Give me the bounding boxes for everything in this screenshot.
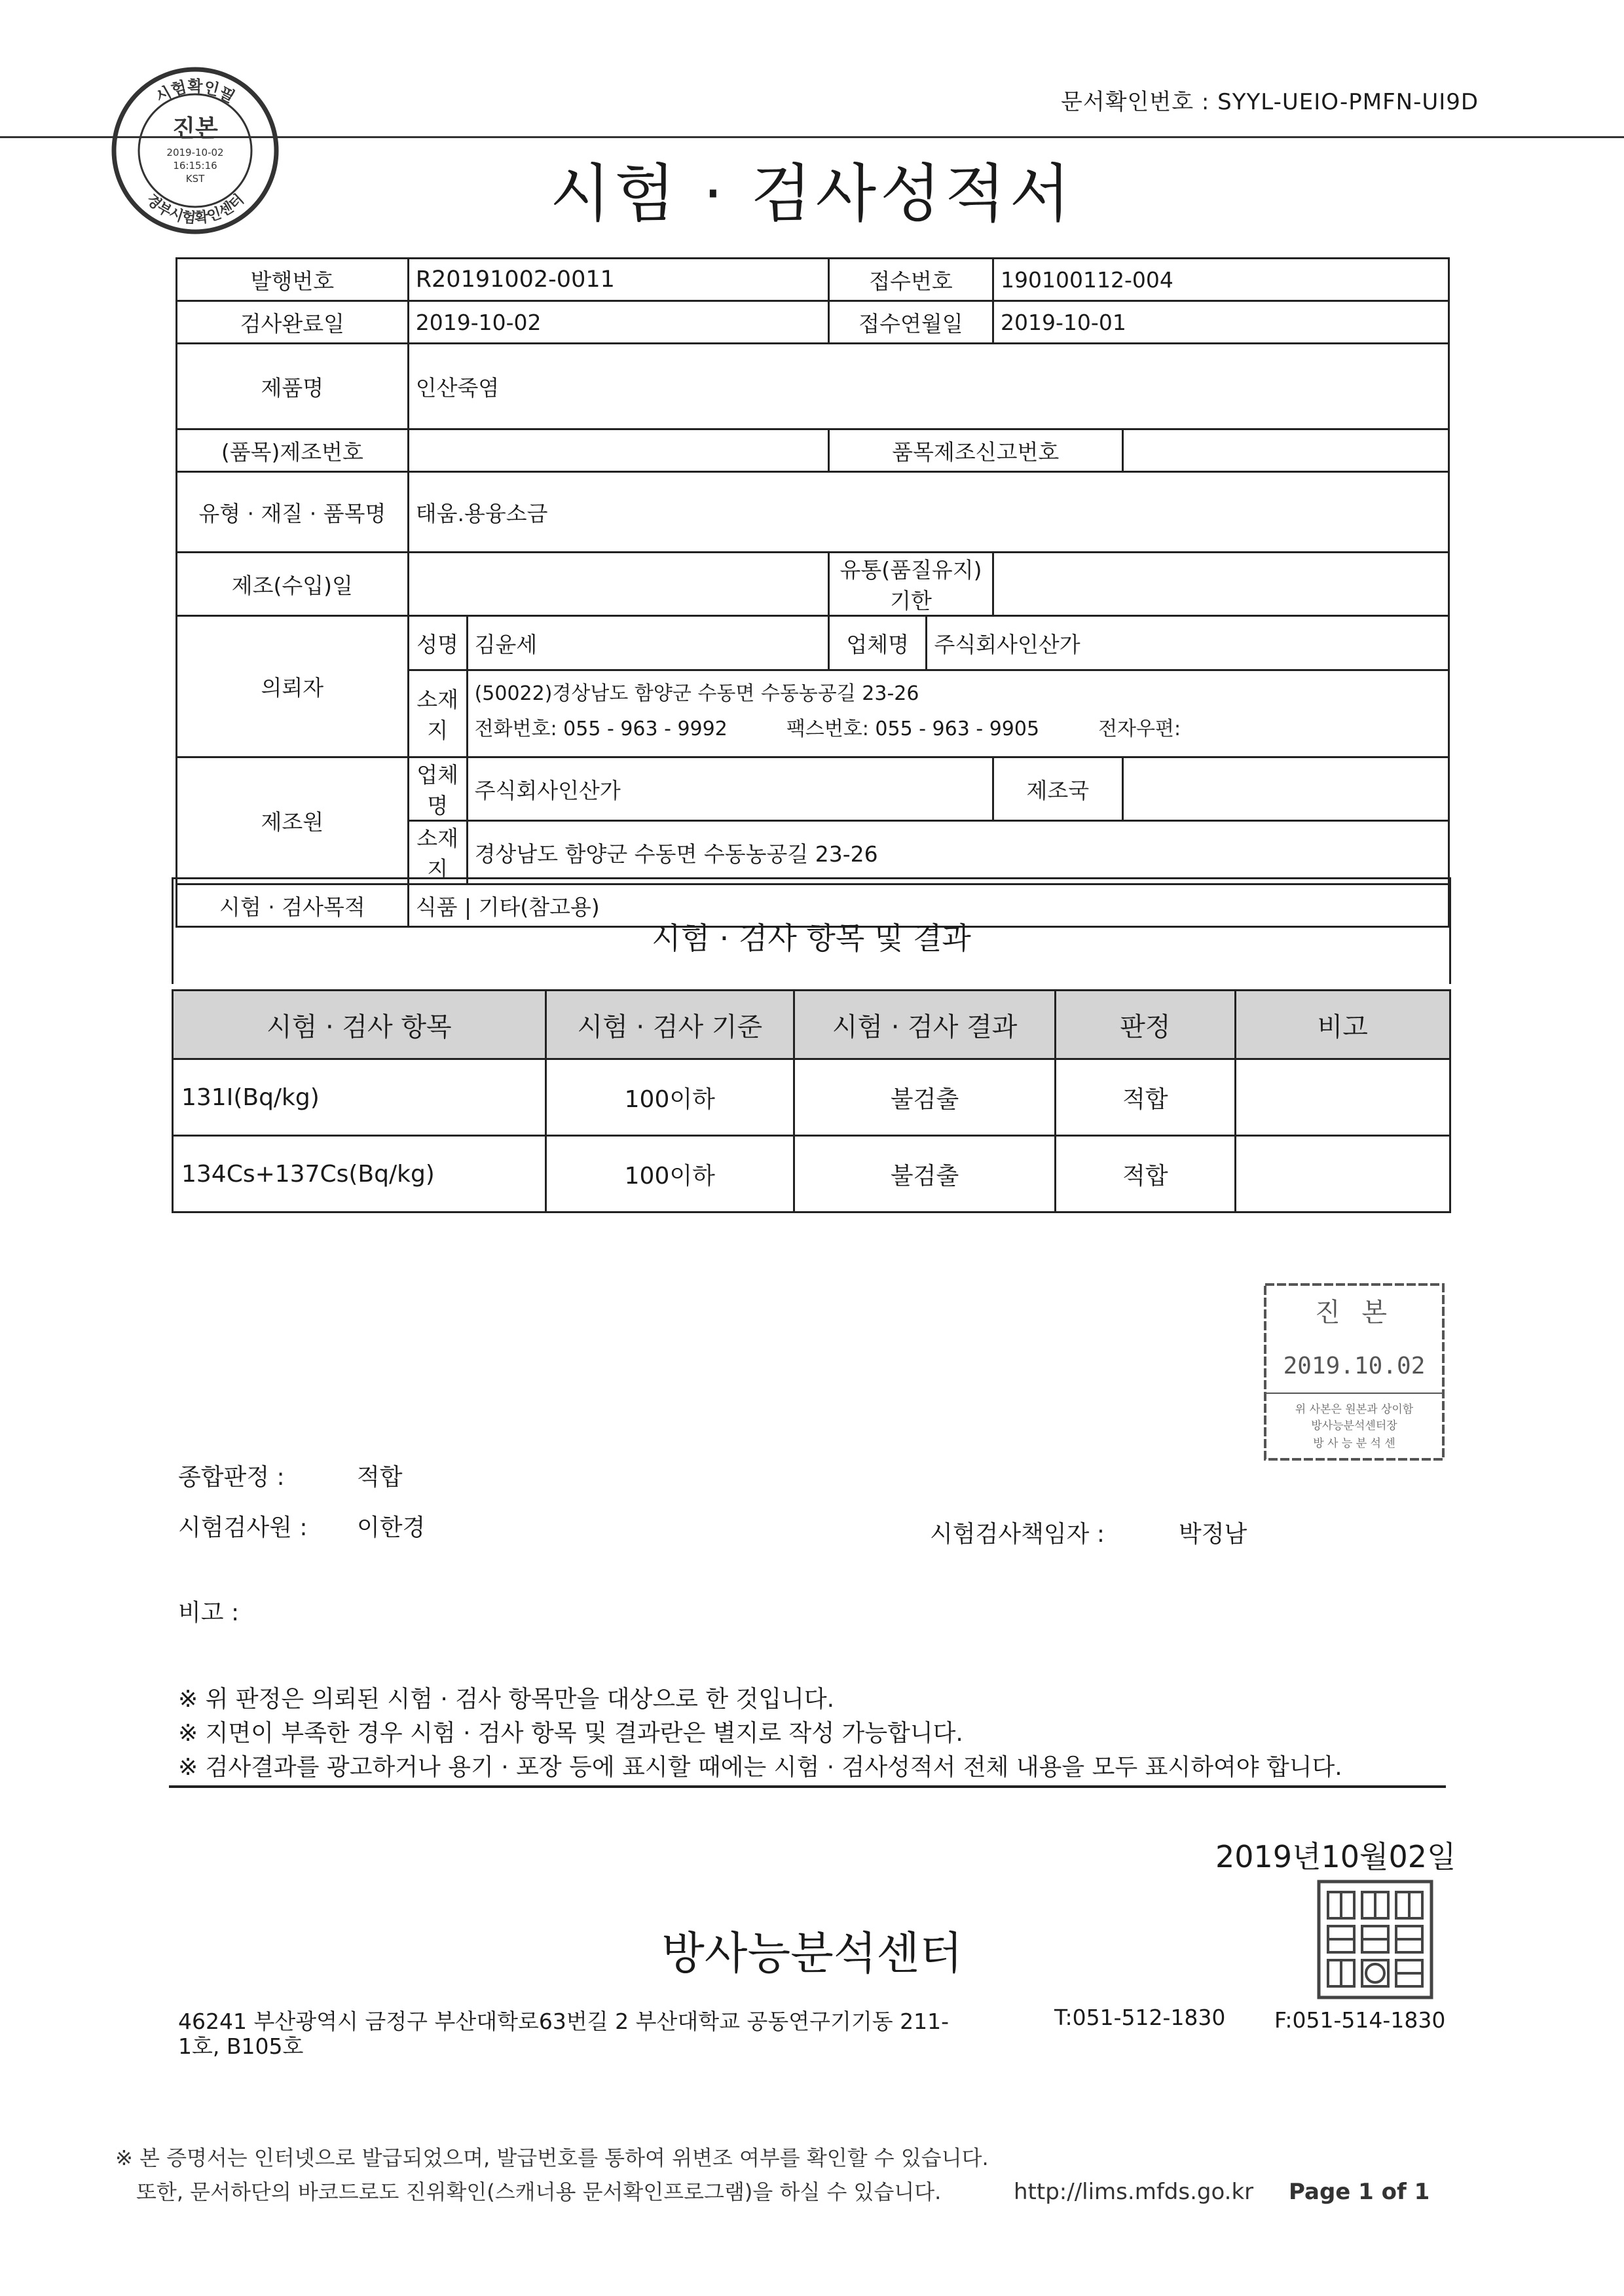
note-line: ※ 검사결과를 광고하거나 용기 · 포장 등에 표시할 때에는 시험 · 검사성적서 전체 내용을 모두 표시하여야 합니다. (178, 1754, 1342, 1781)
client-fax: 팩스번호: 055 - 963 - 9905 (786, 718, 1040, 740)
purpose-label: 시험 · 검사목적 (177, 884, 409, 927)
fax: F:051-514-1830 (1274, 2007, 1446, 2033)
seal-center: 진본 (172, 115, 218, 142)
row-dates (177, 301, 1449, 344)
row-result: 불검출 (794, 1059, 1055, 1136)
bottom-note (115, 2141, 1430, 2209)
row-judgement: 적합 (1056, 1059, 1235, 1136)
verify-url[interactable]: http://lims.mfds.go.kr (1014, 2179, 1254, 2205)
country-label: 제조국 (993, 757, 1123, 821)
header-standard: 시험 · 검사 기준 (545, 991, 794, 1059)
seal-tz: KST (185, 173, 205, 185)
client-label: 의뢰자 (177, 616, 409, 757)
overall-label: 종합판정 : (178, 1464, 285, 1491)
expiry (993, 553, 1449, 616)
header-result: 시험 · 검사 결과 (794, 991, 1055, 1059)
address-line1: 46241 부산광역시 금정구 부산대학로63번길 2 부산대학교 공동연구기기동 211- (178, 2009, 949, 2034)
country (1122, 757, 1449, 821)
mfr-company-label: 업체명 (408, 757, 467, 821)
receipt-date-label: 접수연월일 (828, 301, 993, 344)
mfg-date-label: 제조(수입)일 (177, 553, 409, 616)
row-result: 불검출 (794, 1136, 1055, 1212)
note-line: ※ 지면이 부족한 경우 시험 · 검사 항목 및 결과란은 별지로 작성 가능합니다. (178, 1720, 963, 1747)
results-header (173, 991, 1450, 1059)
row-remarks (1235, 1136, 1450, 1212)
stamp-date: 2019.10.02 (1283, 1353, 1426, 1379)
report-no-label: 품목제조신고번호 (828, 429, 1122, 472)
row-item: 131I(Bq/kg) (173, 1059, 546, 1136)
row-mfr-company (177, 757, 1449, 821)
manufacturer-label: 제조원 (177, 757, 409, 884)
row-standard: 100이하 (545, 1136, 794, 1212)
purpose: 식품 | 기타(참고용) (408, 884, 1449, 927)
receipt-date: 2019-10-01 (993, 301, 1449, 344)
inspector-label: 시험검사원 : (178, 1514, 308, 1541)
row-type (177, 472, 1449, 553)
phone: T:051-512-1830 (1054, 2005, 1226, 2030)
seal-top-text: 시험확인필 (152, 77, 238, 107)
row-standard: 100이하 (545, 1059, 794, 1136)
bottom-note-line1: ※ 본 증명서는 인터넷으로 발급되었으며, 발급번호를 통하여 위변조 여부를 확인할 수 있습니다. (115, 2145, 989, 2170)
notes (178, 1683, 1342, 1785)
client-company-label: 업체명 (828, 616, 927, 670)
page-indicator: Page 1 of 1 (1289, 2179, 1430, 2205)
row-remarks (1235, 1059, 1450, 1136)
stamp-line2: 방사능분석센터장 (1311, 1419, 1397, 1432)
seal-date: 2019-10-02 (166, 147, 224, 158)
seal-bottom-text: 경부시험확인센터 (143, 191, 248, 227)
mfr-address-label: 소재지 (408, 821, 467, 884)
client-address: (50022)경상남도 함양군 수동면 수동농공길 23-26 (474, 682, 919, 705)
inspect-done-label: 검사완료일 (177, 301, 409, 344)
row-item: 134Cs+137Cs(Bq/kg) (173, 1136, 546, 1212)
stamp-line1: 위 사본은 원본과 상이함 (1295, 1403, 1414, 1416)
bottom-note-line2: 또한, 문서하단의 바코드로도 진위확인(스캐너용 문서확인프로그램)을 하실 수 있습니다. (136, 2179, 942, 2204)
client-phone: 전화번호: 055 - 963 - 9992 (474, 718, 728, 740)
notes-rule (169, 1785, 1446, 1788)
row-issue (177, 259, 1449, 301)
row-product (177, 344, 1449, 429)
row-judgement: 적합 (1056, 1136, 1235, 1212)
issue-date: 2019년10월02일 (1215, 1839, 1456, 1874)
expiry-label: 유통(품질유지)기한 (828, 553, 993, 616)
mfg-date (408, 553, 828, 616)
header-judgement: 판정 (1056, 991, 1235, 1059)
inspect-done: 2019-10-02 (408, 301, 828, 344)
header-item: 시험 · 검사 항목 (173, 991, 546, 1059)
client-name-label: 성명 (408, 616, 467, 670)
client-company: 주식회사인산가 (927, 616, 1449, 670)
manager-value: 박정남 (1179, 1521, 1247, 1548)
issue-no-label: 발행번호 (177, 259, 409, 301)
page-title: 시험 · 검사성적서 (549, 157, 1075, 230)
overall-value: 적합 (357, 1464, 403, 1491)
note-line: ※ 위 판정은 의뢰된 시험 · 검사 항목만을 대상으로 한 것입니다. (178, 1686, 835, 1713)
client-email: 전자우편: (1098, 718, 1181, 740)
stamp-title: 진 본 (1315, 1298, 1393, 1328)
center-name: 방사능분석센터 (661, 1928, 963, 1980)
receipt-no-label: 접수번호 (828, 259, 993, 301)
mfr-company: 주식회사인산가 (467, 757, 993, 821)
address-line2: 1호, B105호 (178, 2033, 304, 2059)
official-seal (1316, 1879, 1434, 2000)
row-mfg-no (177, 429, 1449, 472)
inspector-value: 이한경 (357, 1514, 426, 1541)
product-label: 제품명 (177, 344, 409, 429)
svg-text:시험확인필 (153, 77, 238, 107)
report-no (1122, 429, 1449, 472)
mfg-no (408, 429, 828, 472)
manager-label: 시험검사책임자 : (930, 1521, 1105, 1548)
original-stamp (1263, 1282, 1446, 1462)
type: 태움.용융소금 (408, 472, 1449, 553)
seal-time: 16:15:16 (173, 160, 217, 172)
row-client-name (177, 616, 1449, 670)
table-row (173, 1136, 1450, 1212)
mfr-address: 경상남도 함양군 수동면 수동농공길 23-26 (467, 821, 1449, 884)
results-title: 시험 · 검사 항목 및 결과 (172, 877, 1451, 984)
client-address-label: 소재지 (408, 670, 467, 757)
document-number: 문서확인번호 : SYYL-UEIO-PMFN-UI9D (1061, 89, 1479, 115)
remarks-label: 비고 : (178, 1599, 240, 1626)
client-name: 김윤세 (467, 616, 828, 670)
mfg-no-label: (품목)제조번호 (177, 429, 409, 472)
results-table (172, 989, 1451, 1213)
stamp-line3: 방 사 능 분 석 센 (1313, 1437, 1395, 1450)
product: 인산죽염 (408, 344, 1449, 429)
header-remarks: 비고 (1235, 991, 1450, 1059)
receipt-no: 190100112-004 (993, 259, 1449, 301)
info-table (175, 257, 1450, 928)
table-row (173, 1059, 1450, 1136)
type-label: 유형 · 재질 · 품목명 (177, 472, 409, 553)
issue-no: R20191002-0011 (408, 259, 828, 301)
row-mfg-date (177, 553, 1449, 616)
